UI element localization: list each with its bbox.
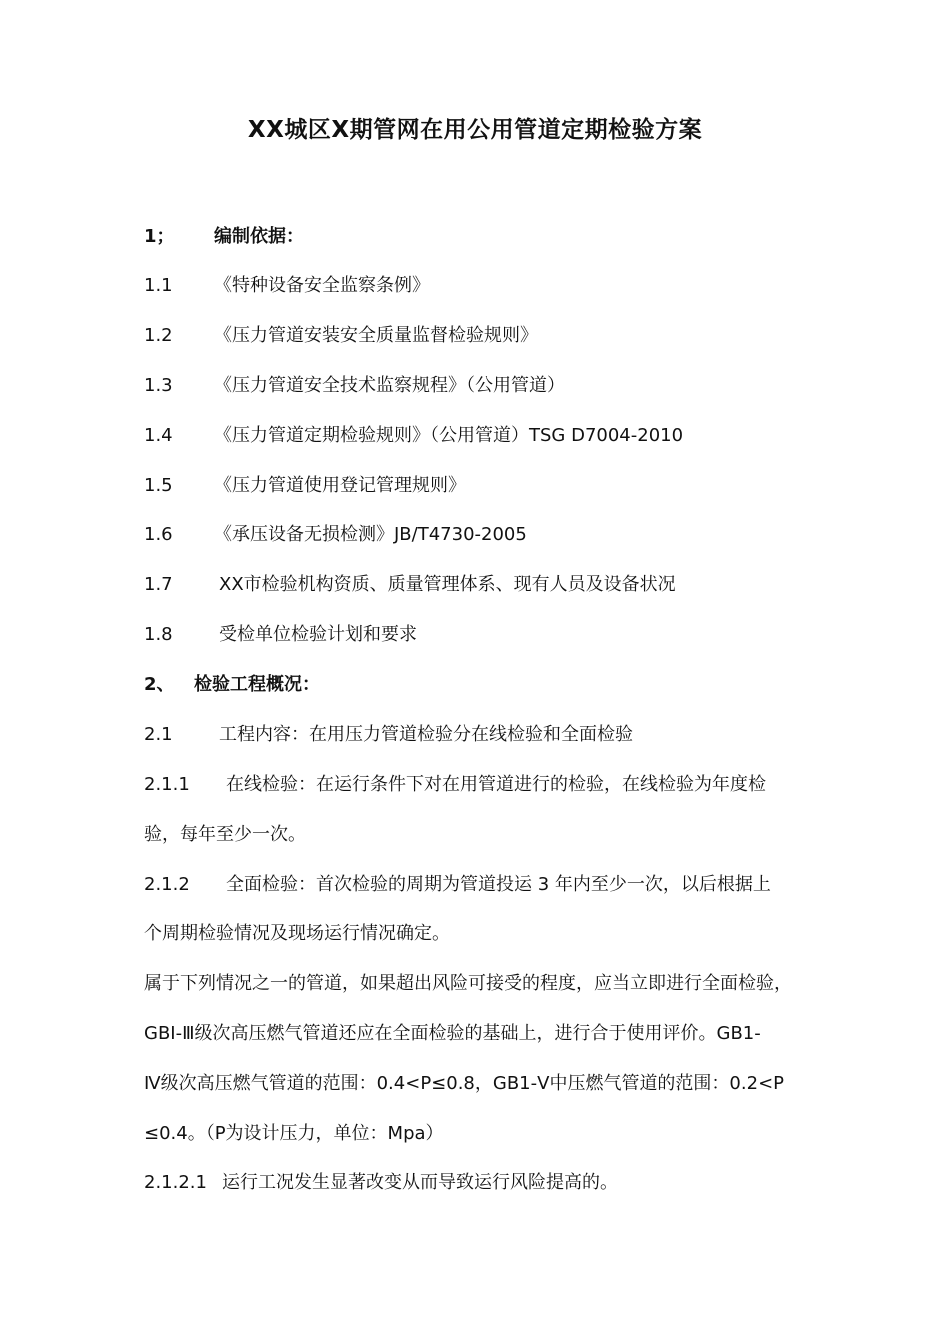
paragraph-line: GBI-Ⅲ级次高压燃气管道还应在全面检验的基础上，进行合于使用评价。GB1- bbox=[144, 1023, 761, 1044]
paragraph-line: 属于下列情况之一的管道，如果超出风险可接受的程度，应当立即进行全面检验， bbox=[144, 973, 792, 994]
item-number: 1.4 bbox=[144, 425, 173, 446]
list-item bbox=[144, 1170, 618, 1196]
list-item bbox=[144, 722, 633, 748]
paragraph-line: ≤0.4。（P为设计压力，单位：Mpa） bbox=[144, 1123, 444, 1144]
item-text: 《特种设备安全监察条例》 bbox=[214, 275, 430, 296]
list-item bbox=[144, 323, 538, 349]
list-item bbox=[144, 772, 766, 798]
item-text: 《压力管道使用登记管理规则》 bbox=[214, 475, 466, 496]
section-title: 检验工程概况： bbox=[194, 674, 320, 695]
section-number: 1； bbox=[144, 226, 175, 247]
item-text: 《承压设备无损检测》JB/T4730-2005 bbox=[214, 524, 527, 545]
list-item bbox=[144, 373, 565, 399]
item-number: 1.7 bbox=[144, 574, 173, 595]
paragraph-line: Ⅳ级次高压燃气管道的范围：0.4<P≤0.8，GB1-Ⅴ中压燃气管道的范围：0.2<P bbox=[144, 1073, 784, 1094]
section-1-heading bbox=[144, 224, 304, 250]
item-number: 2.1.2 bbox=[144, 874, 190, 895]
item-text: 运行工况发生显著改变从而导致运行风险提高的。 bbox=[222, 1172, 618, 1193]
list-item bbox=[144, 473, 466, 499]
list-item bbox=[144, 572, 676, 598]
item-text: 全面检验：首次检验的周期为管道投运 3 年内至少一次，以后根据上 bbox=[226, 874, 771, 895]
item-number: 2.1 bbox=[144, 724, 173, 745]
item-text-continuation: 个周期检验情况及现场运行情况确定。 bbox=[144, 923, 450, 944]
item-text: 《压力管道定期检验规则》（公用管道）TSG D7004-2010 bbox=[214, 425, 684, 446]
item-number: 2.1.2.1 bbox=[144, 1172, 207, 1193]
list-item bbox=[144, 872, 771, 898]
item-text: 受检单位检验计划和要求 bbox=[219, 624, 417, 645]
item-number: 2.1.1 bbox=[144, 774, 190, 795]
item-text: 《压力管道安装安全质量监督检验规则》 bbox=[214, 325, 538, 346]
item-number: 1.1 bbox=[144, 275, 173, 296]
item-text: 工程内容：在用压力管道检验分在线检验和全面检验 bbox=[219, 724, 633, 745]
item-number: 1.2 bbox=[144, 325, 173, 346]
list-item bbox=[144, 622, 417, 648]
list-item bbox=[144, 522, 527, 548]
list-item bbox=[144, 423, 683, 449]
list-item bbox=[144, 273, 430, 299]
section-title: 编制依据： bbox=[214, 226, 304, 247]
item-text: 在线检验：在运行条件下对在用管道进行的检验，在线检验为年度检 bbox=[226, 774, 766, 795]
item-text-continuation: 验，每年至少一次。 bbox=[144, 824, 306, 845]
item-number: 1.5 bbox=[144, 475, 173, 496]
section-number: 2、 bbox=[144, 674, 175, 695]
item-text: XX市检验机构资质、质量管理体系、现有人员及设备状况 bbox=[219, 574, 676, 595]
item-number: 1.8 bbox=[144, 624, 173, 645]
item-number: 1.3 bbox=[144, 375, 173, 396]
item-text: 《压力管道安全技术监察规程》（公用管道） bbox=[214, 375, 565, 396]
document-title: XX城区X期管网在用公用管道定期检验方案 bbox=[247, 117, 703, 143]
item-number: 1.6 bbox=[144, 524, 173, 545]
section-2-heading bbox=[144, 672, 320, 698]
